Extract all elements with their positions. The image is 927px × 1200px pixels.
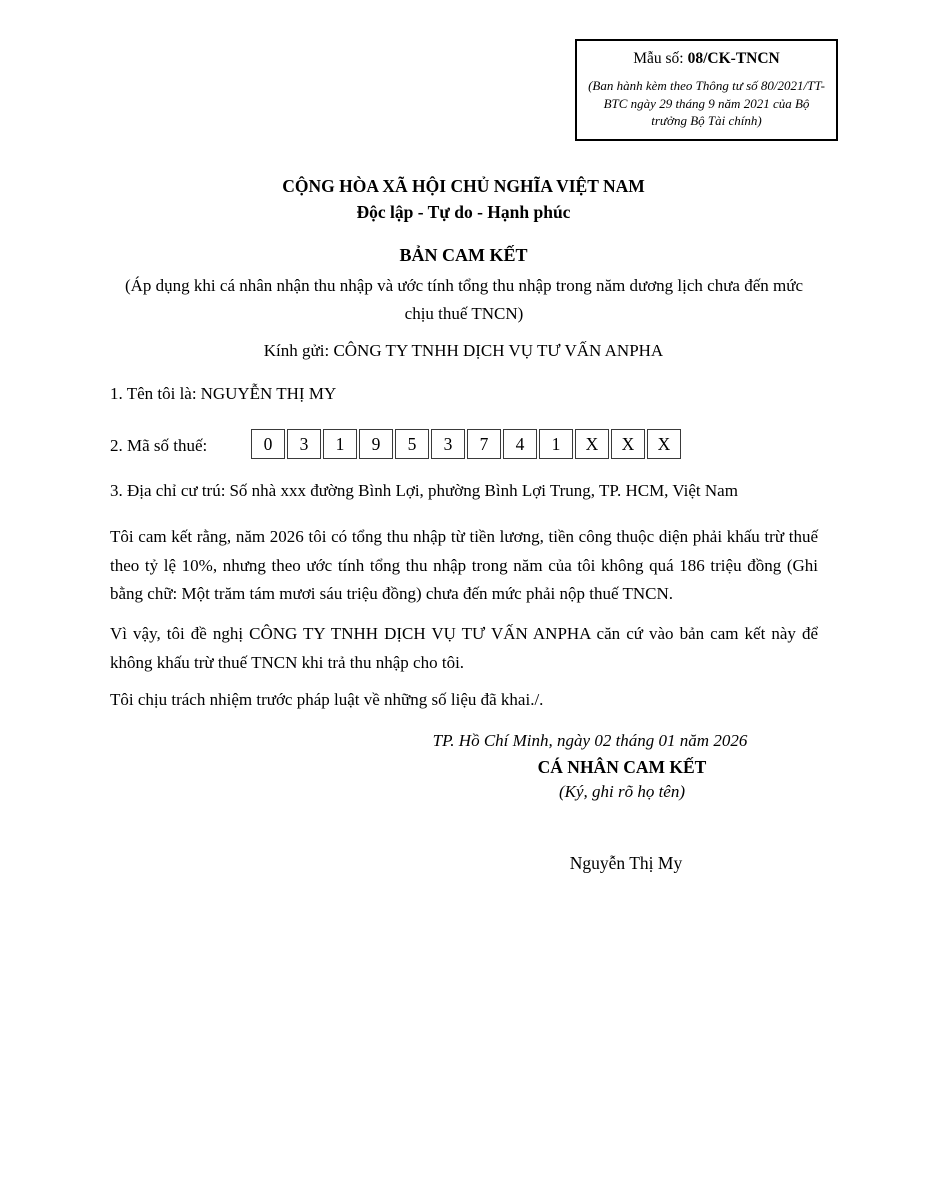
tax-code-cell: 3 [287,429,321,459]
tax-code-cell: 3 [431,429,465,459]
tax-code-cell: 1 [323,429,357,459]
paragraph-liability: Tôi chịu trách nhiệm trước pháp luật về những số liệu đã khai./. [110,690,544,709]
paragraph-commitment: Tôi cam kết rằng, năm 2026 tôi có tổng thu nhập từ tiền lương, tiền công thuộc diện phải khấu trừ thuế theo tỷ lệ 10%, nhưng theo ước tính tổng thu nhập trong năm của tôi không quá 186 triệu đồng (Ghi bằng chữ: Một trăm tám mươi sáu triệu đồng) chưa đến mức phải nộp thuế TNCN. [110,527,818,603]
field-address [110,481,738,501]
recipient-line: Kính gửi: CÔNG TY TNHH DỊCH VỤ TƯ VẤN ANPHA [263,341,664,360]
signature-role-heading: CÁ NHÂN CAM KẾT [537,757,707,777]
form-number-box [575,39,838,141]
tax-code-cell: 0 [251,429,285,459]
full-name-label: 1. Tên tôi là: [110,384,197,403]
address-label: 3. Địa chỉ cư trú: [110,481,226,500]
tax-code-cell: X [575,429,609,459]
tax-code-cell: 7 [467,429,501,459]
form-issuance-note: (Ban hành kèm theo Thông tư số 80/2021/TT-BTC ngày 29 tháng 9 năm 2021 của Bộ trưởng Bộ Tài chính) [588,78,825,128]
tax-code-label: 2. Mã số thuế: [110,436,208,455]
document-subtitle: (Áp dụng khi cá nhân nhận thu nhập và ước tính tổng thu nhập trong năm dương lịch chưa đến mức chịu thuế TNCN) [124,276,804,323]
national-motto-line2: Độc lập - Tự do - Hạnh phúc [356,202,571,222]
full-name-value: NGUYỄN THỊ MY [200,384,337,403]
tax-code-cell: 4 [503,429,537,459]
tax-code-cell: X [611,429,645,459]
tax-code-grid [249,427,683,461]
form-number-code: 08/CK-TNCN [687,50,780,67]
tax-code-cell: 5 [395,429,429,459]
signature-instruction-note: (Ký, ghi rõ họ tên) [558,782,686,801]
tax-code-cell: X [647,429,681,459]
form-number-line [585,50,828,68]
document-title: BẢN CAM KẾT [399,245,528,265]
tax-code-row [251,429,681,459]
national-motto-line1: CỘNG HÒA XÃ HỘI CHỦ NGHĨA VIỆT NAM [282,176,645,196]
signature-place-date: TP. Hồ Chí Minh, ngày 02 tháng 01 năm 2026 [432,731,748,750]
tax-code-cell: 9 [359,429,393,459]
tax-code-cell: 1 [539,429,573,459]
address-value: Số nhà xxx đường Bình Lợi, phường Bình Lợi Trung, TP. HCM, Việt Nam [229,481,738,500]
signature-signer-name: Nguyễn Thị My [569,853,683,873]
field-full-name [110,384,336,404]
paragraph-request: Vì vậy, tôi đề nghị CÔNG TY TNHH DỊCH VỤ TƯ VẤN ANPHA căn cứ vào bản cam kết này để không khấu trừ thuế TNCN khi trả thu nhập cho tôi. [110,624,818,672]
form-number-label: Mẫu số: [633,50,684,67]
